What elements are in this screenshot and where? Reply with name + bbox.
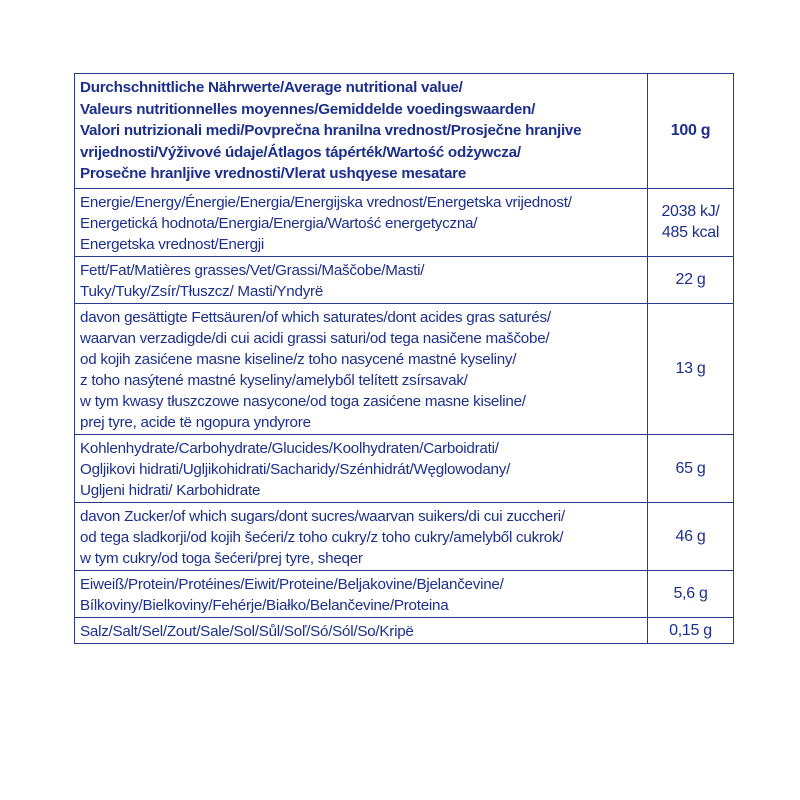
sugars-label: davon Zucker/of which sugars/dont sucres/waarvan suikers/di cui zuccheri/ od tega sladkorji/od kojih šećeri/z toho cukry/z toho cukry/amelyből cukrok/ w tym cukry/od toga šećeri/prej tyre, sheqer [75, 502, 648, 570]
energy-value: 2038 kJ/ 485 kcal [648, 188, 734, 256]
carbohydrate-label: Kohlenhydrate/Carbohydrate/Glucides/Koolhydraten/Carboidrati/ Ogljikovi hidrati/Ugljikohidrati/Sacharidy/Szénhidrát/Węglowodany/ Ugljeni hidrati/ Karbohidrate [75, 434, 648, 502]
salt-value: 0,15 g [648, 617, 734, 643]
nutrition-table [74, 73, 734, 644]
saturates-value: 13 g [648, 303, 734, 434]
salt-row [75, 617, 734, 643]
energy-row [75, 188, 734, 256]
carbohydrate-value: 65 g [648, 434, 734, 502]
sugars-row [75, 502, 734, 570]
fat-label: Fett/Fat/Matières grasses/Vet/Grassi/Maščobe/Masti/ Tuky/Tuky/Zsír/Tłuszcz/ Masti/Yndyrë [75, 256, 648, 303]
protein-value: 5,6 g [648, 570, 734, 617]
energy-label: Energie/Energy/Énergie/Energia/Energijska vrednost/Energetska vrijednost/ Energetická hodnota/Energia/Energia/Wartość energetyczna/ Energetska vrednost/Energji [75, 188, 648, 256]
fat-value: 22 g [648, 256, 734, 303]
header-label: Durchschnittliche Nährwerte/Average nutritional value/ Valeurs nutritionnelles moyennes/Gemiddelde voedingswaarden/ Valori nutrizionali medi/Povprečna hranilna vrednost/Prosječne hranjive vrijednosti/Výživové údaje/Átlagos tápérték/Wartość odżywcza/ Prosečne hranljive vrednosti/Vlerat ushqyese mesatare [75, 74, 648, 189]
saturates-row [75, 303, 734, 434]
saturates-label: davon gesättigte Fettsäuren/of which saturates/dont acides gras saturés/ waarvan verzadigde/di cui acidi grassi saturi/od tega nasičene maščobe/ od kojih zasićene masne kiseline/z toho nasycené mastné kyseliny/ z toho nasýtené mastné kyseliny/amelyből telített zsírsavak/ w tym kwasy tłuszczowe nasycone/od toga zasićene masne kiseline/ prej tyre, acide të ngopura yndyrore [75, 303, 648, 434]
header-row [75, 74, 734, 189]
header-value: 100 g [648, 74, 734, 189]
salt-label: Salz/Salt/Sel/Zout/Sale/Sol/Sůl/Soľ/Só/Sól/So/Kripë [75, 617, 648, 643]
carbohydrate-row [75, 434, 734, 502]
sugars-value: 46 g [648, 502, 734, 570]
protein-row [75, 570, 734, 617]
protein-label: Eiweiß/Protein/Protéines/Eiwit/Proteine/Beljakovine/Bjelančevine/ Bílkoviny/Bielkoviny/Fehérje/Białko/Belančevine/Proteina [75, 570, 648, 617]
fat-row [75, 256, 734, 303]
